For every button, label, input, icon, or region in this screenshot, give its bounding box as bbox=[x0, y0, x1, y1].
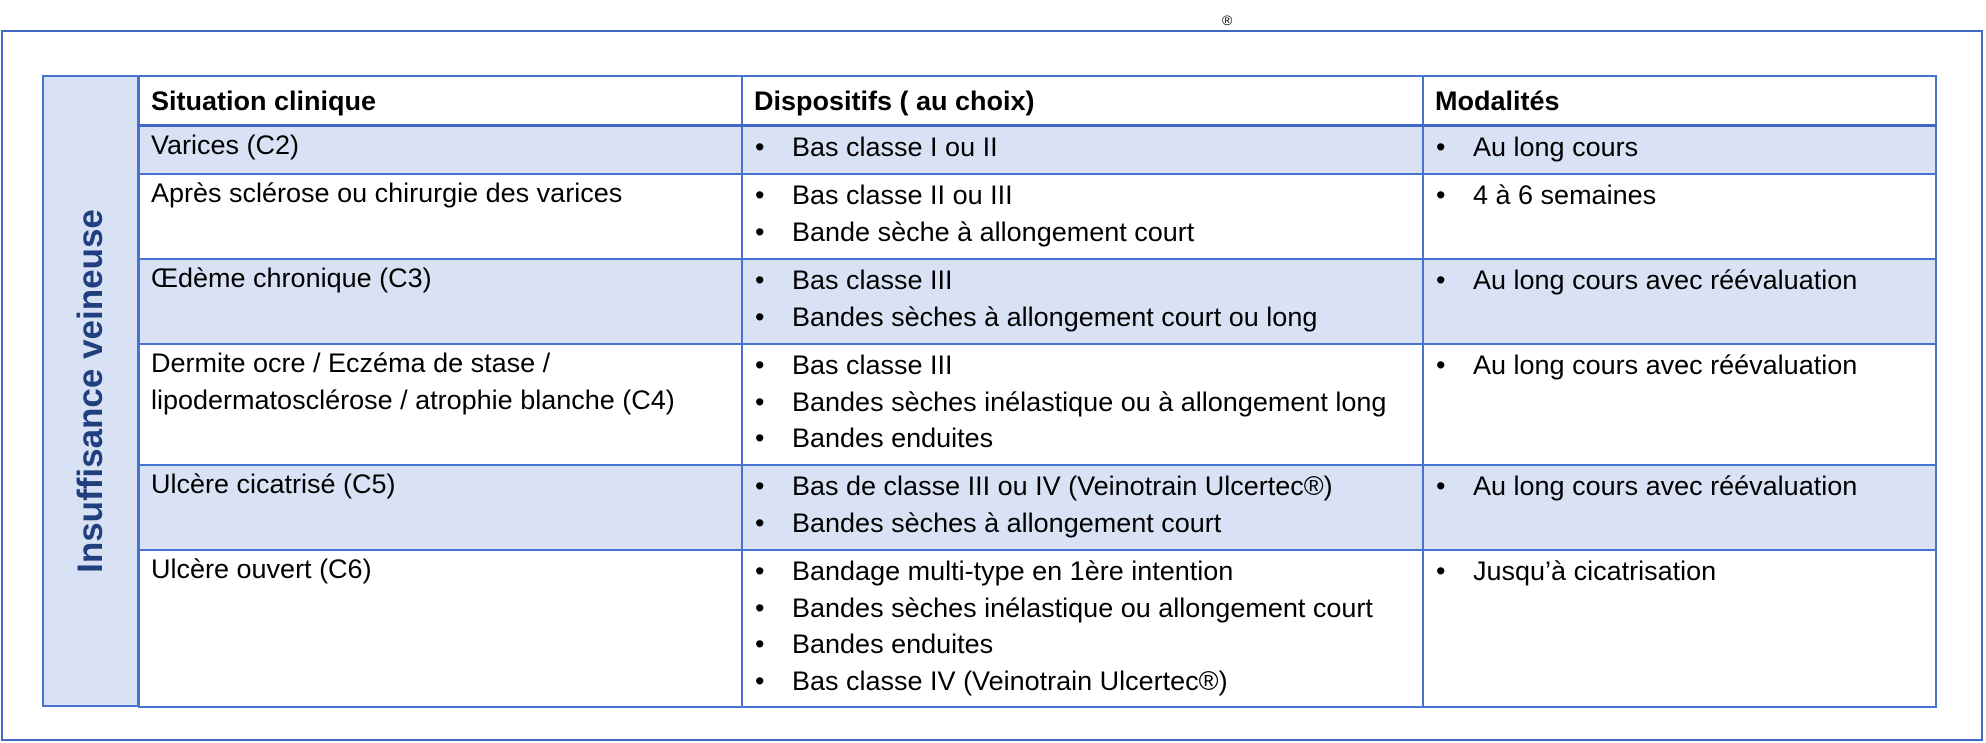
modalite-item: • Au long cours bbox=[1435, 129, 1925, 166]
category-band bbox=[42, 75, 139, 707]
table-header-row bbox=[139, 76, 1936, 125]
header-situation: Situation clinique bbox=[139, 76, 742, 125]
dispositif-item: • Bande sèche à allongement court bbox=[754, 214, 1412, 251]
situation-text: Dermite ocre / Eczéma de stase / bbox=[151, 348, 551, 378]
table-row bbox=[139, 259, 1936, 344]
situation-text: Après sclérose ou chirurgie des varices bbox=[151, 178, 623, 208]
modalite-item: • Au long cours avec réévaluation bbox=[1435, 262, 1925, 299]
situation-text: Varices (C2) bbox=[151, 129, 300, 160]
modalites-cell bbox=[1423, 465, 1936, 550]
situation-text: Ulcère cicatrisé (C5) bbox=[151, 469, 396, 499]
dispositif-item: • Bas classe IV (Veinotrain Ulcertec®) bbox=[754, 663, 1412, 700]
modalites-cell bbox=[1423, 550, 1936, 707]
situation-cell bbox=[139, 125, 742, 174]
table-row bbox=[139, 550, 1936, 707]
dispositif-item: • Bandes sèches à allongement court ou long bbox=[754, 299, 1412, 336]
table-row bbox=[139, 465, 1936, 550]
header-modalites: Modalités bbox=[1423, 76, 1936, 125]
modalites-cell bbox=[1423, 344, 1936, 465]
dispositif-item: • Bas classe II ou III bbox=[754, 177, 1412, 214]
dispositifs-cell bbox=[742, 125, 1423, 174]
compression-table bbox=[138, 75, 1937, 708]
dispositif-item: • Bas classe I ou II bbox=[754, 129, 1412, 166]
dispositif-item: • Bandes sèches inélastique ou à allongement long bbox=[754, 384, 1412, 421]
modalite-item: • 4 à 6 semaines bbox=[1435, 177, 1925, 214]
dispositif-item: • Bas classe III bbox=[754, 262, 1412, 299]
dispositifs-cell bbox=[742, 550, 1423, 707]
modalites-cell bbox=[1423, 259, 1936, 344]
header-dispositifs: Dispositifs ( au choix) bbox=[742, 76, 1423, 125]
situation-cell bbox=[139, 550, 742, 707]
situation-cell bbox=[139, 465, 742, 550]
table-row bbox=[139, 174, 1936, 259]
dispositifs-cell bbox=[742, 465, 1423, 550]
situation-text: lipodermatosclérose / atrophie blanche (C4) bbox=[151, 384, 675, 415]
situation-text: Ulcère ouvert (C6) bbox=[151, 554, 372, 584]
table-row bbox=[139, 125, 1936, 174]
dispositif-item: • Bandes enduites bbox=[754, 626, 1412, 663]
registered-mark: ® bbox=[1222, 12, 1233, 28]
dispositifs-cell bbox=[742, 344, 1423, 465]
modalites-cell bbox=[1423, 125, 1936, 174]
dispositifs-cell bbox=[742, 174, 1423, 259]
modalite-item: • Jusqu’à cicatrisation bbox=[1435, 553, 1925, 590]
dispositif-item: • Bas de classe III ou IV (Veinotrain Ulcertec®) bbox=[754, 468, 1412, 505]
modalite-item: • Au long cours avec réévaluation bbox=[1435, 468, 1925, 505]
situation-cell bbox=[139, 174, 742, 259]
situation-cell bbox=[139, 344, 742, 465]
modalite-item: • Au long cours avec réévaluation bbox=[1435, 347, 1925, 384]
modalites-cell bbox=[1423, 174, 1936, 259]
dispositif-item: • Bandage multi-type en 1ère intention bbox=[754, 553, 1412, 590]
situation-text: Œdème chronique (C3) bbox=[151, 263, 432, 293]
table-row bbox=[139, 344, 1936, 465]
dispositif-item: • Bas classe III bbox=[754, 347, 1412, 384]
situation-cell bbox=[139, 259, 742, 344]
dispositifs-cell bbox=[742, 259, 1423, 344]
dispositif-item: • Bandes enduites bbox=[754, 420, 1412, 457]
dispositif-item: • Bandes sèches à allongement court bbox=[754, 505, 1412, 542]
category-label: Insuffisance veineuse bbox=[70, 209, 110, 573]
dispositif-item: • Bandes sèches inélastique ou allongement court bbox=[754, 590, 1412, 627]
